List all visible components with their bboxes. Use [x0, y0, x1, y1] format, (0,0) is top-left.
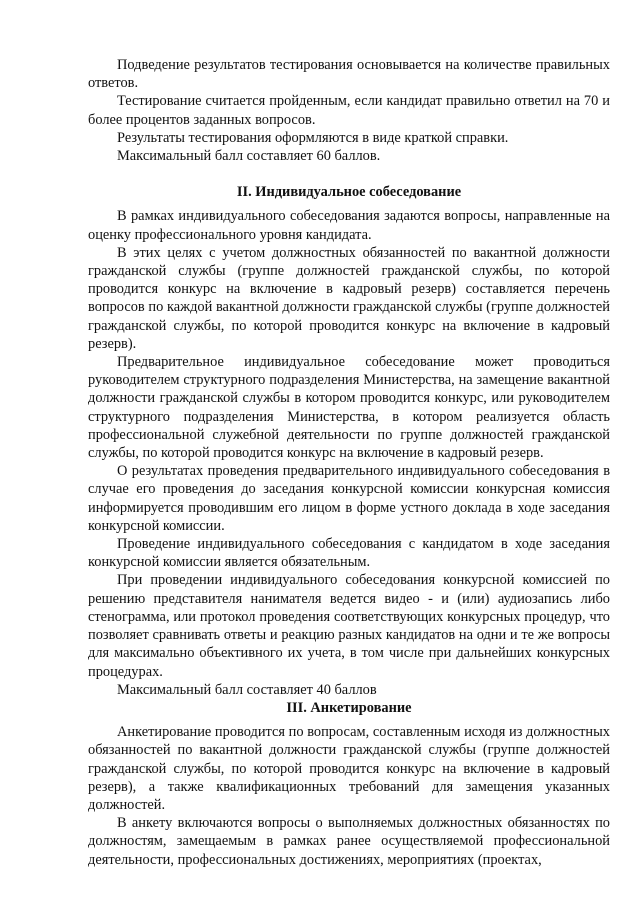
section-heading-questionnaire: III. Анкетирование	[286, 699, 412, 716]
document-page	[88, 56, 610, 869]
paragraph: Анкетирование проводится по вопросам, составленным исходя из должностных обязанностей по вакантной должности гражданской службы (группе должностей гражданской службы, по которой проводится конкурс на включение в кадровый резерв), а также квалификационных требований для замещения указанных должностей.	[88, 724, 610, 813]
paragraph: В этих целях с учетом должностных обязанностей по вакантной должности гражданской службы (группе должностей гражданской службы, по которой проводится конкурс на включение в кадровый резерв) составляется перечень вопросов по каждой вакантной должности гражданской службы (группе должностей гражданской службы, по которой проводится конкурс на включение в кадровый резерв).	[88, 244, 610, 352]
paragraph: Проведение индивидуального собеседования с кандидатом в ходе заседания конкурсной комиссии является обязательным.	[88, 536, 610, 571]
paragraph: О результатах проведения предварительного индивидуального собеседования в случае его проведения до заседания конкурсной комиссии конкурсная комиссия информируется проводившим его лицом в форме устного доклада в ходе заседания конкурсной комиссии.	[88, 463, 610, 534]
paragraph: Тестирование считается пройденным, если кандидат правильно ответил на 70 и более процентов заданных вопросов.	[88, 93, 610, 128]
section-heading-interview: II. Индивидуальное собеседование	[236, 184, 462, 201]
paragraph: В рамках индивидуального собеседования задаются вопросы, направленные на оценку профессионального уровня кандидата.	[88, 208, 610, 243]
paragraph: Подведение результатов тестирования основывается на количестве правильных ответов.	[88, 57, 610, 92]
paragraph: В анкету включаются вопросы о выполняемых должностных обязанностях по должностям, замещаемым в рамках ранее осуществляемой профессиональной деятельности, профессиональных достижениях, мероприятиях (проектах,	[88, 815, 610, 868]
paragraph: Максимальный балл составляет 60 баллов.	[117, 148, 381, 165]
paragraph: Результаты тестирования оформляются в виде краткой справки.	[117, 129, 509, 146]
paragraph: Предварительное индивидуальное собеседование может проводиться руководителем структурного подразделения Министерства, на замещение вакантной должности гражданской службы в котором проводится конкурс, или руководителем структурного подразделения Министерства, в котором реализуется область профессиональной служебной деятельности по группе должностей гражданской службы, по которой проводится конкурс на включение в кадровый резерв.	[88, 354, 610, 462]
paragraph: При проведении индивидуального собеседования конкурсной комиссией по решению представителя нанимателя ведется видео - и (или) аудиозапись либо стенограмма, или протокол проведения соответствующих конкурсных процедур, что позволяет сравнивать ответы и реакцию разных кандидатов на одни и те же вопросы для максимально объективного их учета, в том числе при дальнейших конкурсных процедурах.	[88, 572, 610, 680]
paragraph: Максимальный балл составляет 40 баллов	[117, 681, 377, 698]
